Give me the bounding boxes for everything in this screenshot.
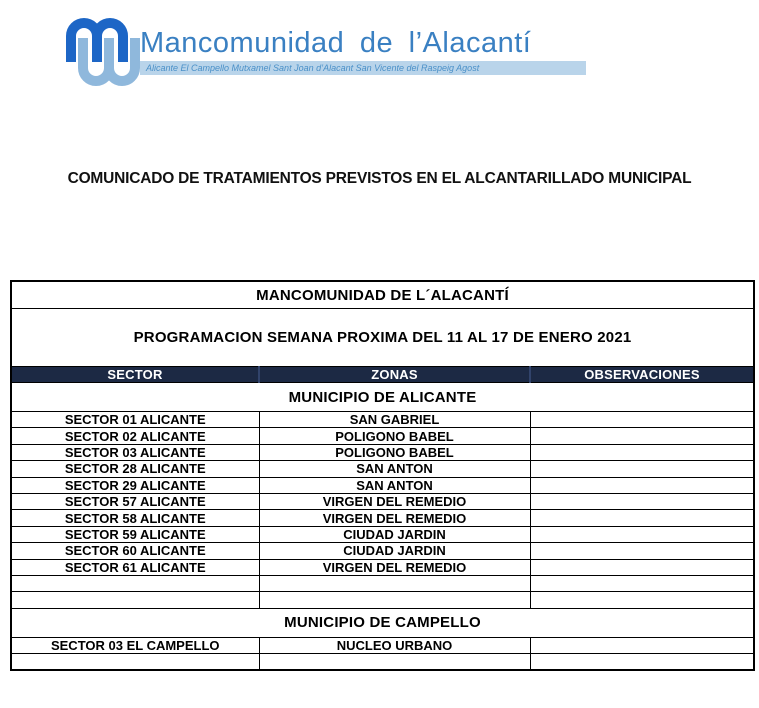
sector-cell: SECTOR 60 ALICANTE bbox=[11, 543, 259, 559]
sector-cell bbox=[11, 592, 259, 608]
table-row bbox=[11, 543, 754, 559]
table-row bbox=[11, 526, 754, 542]
table-subtitle-row bbox=[11, 309, 754, 367]
logo-municipalities-band: Alicante El Campello Mutxamel Sant Joan d’Alacant San Vicente del Raspeig Agost bbox=[140, 61, 586, 75]
observaciones-cell bbox=[530, 559, 754, 575]
observaciones-cell bbox=[530, 444, 754, 460]
zona-cell: SAN ANTON bbox=[259, 461, 530, 477]
sector-cell bbox=[11, 575, 259, 591]
observaciones-cell bbox=[530, 461, 754, 477]
document-heading: COMUNICADO DE TRATAMIENTOS PREVISTOS EN EL ALCANTARILLADO MUNICIPAL bbox=[67, 170, 692, 187]
observaciones-cell bbox=[530, 654, 754, 671]
observaciones-cell bbox=[530, 493, 754, 509]
zona-cell bbox=[259, 592, 530, 608]
observaciones-cell bbox=[530, 592, 754, 608]
zona-cell: NUCLEO URBANO bbox=[259, 637, 530, 653]
observaciones-cell bbox=[530, 543, 754, 559]
column-header-observaciones: OBSERVACIONES bbox=[530, 367, 754, 383]
observaciones-cell bbox=[530, 637, 754, 653]
table-row bbox=[11, 510, 754, 526]
logo-title: Mancomunidad de l’Alacantí bbox=[140, 27, 532, 59]
zona-cell: SAN GABRIEL bbox=[259, 412, 530, 428]
sector-cell: SECTOR 03 EL CAMPELLO bbox=[11, 637, 259, 653]
zona-cell: VIRGEN DEL REMEDIO bbox=[259, 493, 530, 509]
section-title: MUNICIPIO DE ALICANTE bbox=[11, 383, 754, 412]
observaciones-cell bbox=[530, 510, 754, 526]
empty-row bbox=[11, 575, 754, 591]
table-subtitle: PROGRAMACION SEMANA PROXIMA DEL 11 AL 17 DE ENERO 2021 bbox=[11, 309, 754, 367]
table-row bbox=[11, 444, 754, 460]
zona-cell: POLIGONO BABEL bbox=[259, 428, 530, 444]
sector-cell bbox=[11, 654, 259, 671]
observaciones-cell bbox=[530, 412, 754, 428]
zona-cell bbox=[259, 654, 530, 671]
sector-cell: SECTOR 02 ALICANTE bbox=[11, 428, 259, 444]
sector-cell: SECTOR 57 ALICANTE bbox=[11, 493, 259, 509]
column-header-zonas: ZONAS bbox=[259, 367, 530, 383]
section-title-row bbox=[11, 383, 754, 412]
zona-cell: CIUDAD JARDIN bbox=[259, 543, 530, 559]
sector-cell: SECTOR 58 ALICANTE bbox=[11, 510, 259, 526]
observaciones-cell bbox=[530, 477, 754, 493]
zona-cell: CIUDAD JARDIN bbox=[259, 526, 530, 542]
table-title-row bbox=[11, 281, 754, 309]
column-header-row bbox=[11, 367, 754, 383]
sector-cell: SECTOR 59 ALICANTE bbox=[11, 526, 259, 542]
letterhead bbox=[62, 6, 622, 94]
logo-text-block bbox=[140, 28, 600, 75]
zona-cell bbox=[259, 575, 530, 591]
zona-cell: VIRGEN DEL REMEDIO bbox=[259, 510, 530, 526]
table-row bbox=[11, 559, 754, 575]
observaciones-cell bbox=[530, 428, 754, 444]
empty-row bbox=[11, 592, 754, 608]
observaciones-cell bbox=[530, 526, 754, 542]
table-row bbox=[11, 428, 754, 444]
sector-cell: SECTOR 29 ALICANTE bbox=[11, 477, 259, 493]
table-row bbox=[11, 412, 754, 428]
table-row bbox=[11, 637, 754, 653]
section-title: MUNICIPIO DE CAMPELLO bbox=[11, 608, 754, 637]
sector-cell: SECTOR 01 ALICANTE bbox=[11, 412, 259, 428]
table-row bbox=[11, 477, 754, 493]
zona-cell: VIRGEN DEL REMEDIO bbox=[259, 559, 530, 575]
table-title: MANCOMUNIDAD DE L´ALACANTÍ bbox=[11, 281, 754, 309]
zona-cell: SAN ANTON bbox=[259, 477, 530, 493]
sector-cell: SECTOR 28 ALICANTE bbox=[11, 461, 259, 477]
mancomunidad-logo-icon bbox=[62, 6, 144, 94]
table-row bbox=[11, 461, 754, 477]
observaciones-cell bbox=[530, 575, 754, 591]
sector-cell: SECTOR 03 ALICANTE bbox=[11, 444, 259, 460]
section-title-row bbox=[11, 608, 754, 637]
table-body bbox=[11, 281, 754, 670]
schedule-table bbox=[10, 280, 755, 671]
column-header-sector: SECTOR bbox=[11, 367, 259, 383]
empty-row bbox=[11, 654, 754, 671]
table-row bbox=[11, 493, 754, 509]
zona-cell: POLIGONO BABEL bbox=[259, 444, 530, 460]
sector-cell: SECTOR 61 ALICANTE bbox=[11, 559, 259, 575]
